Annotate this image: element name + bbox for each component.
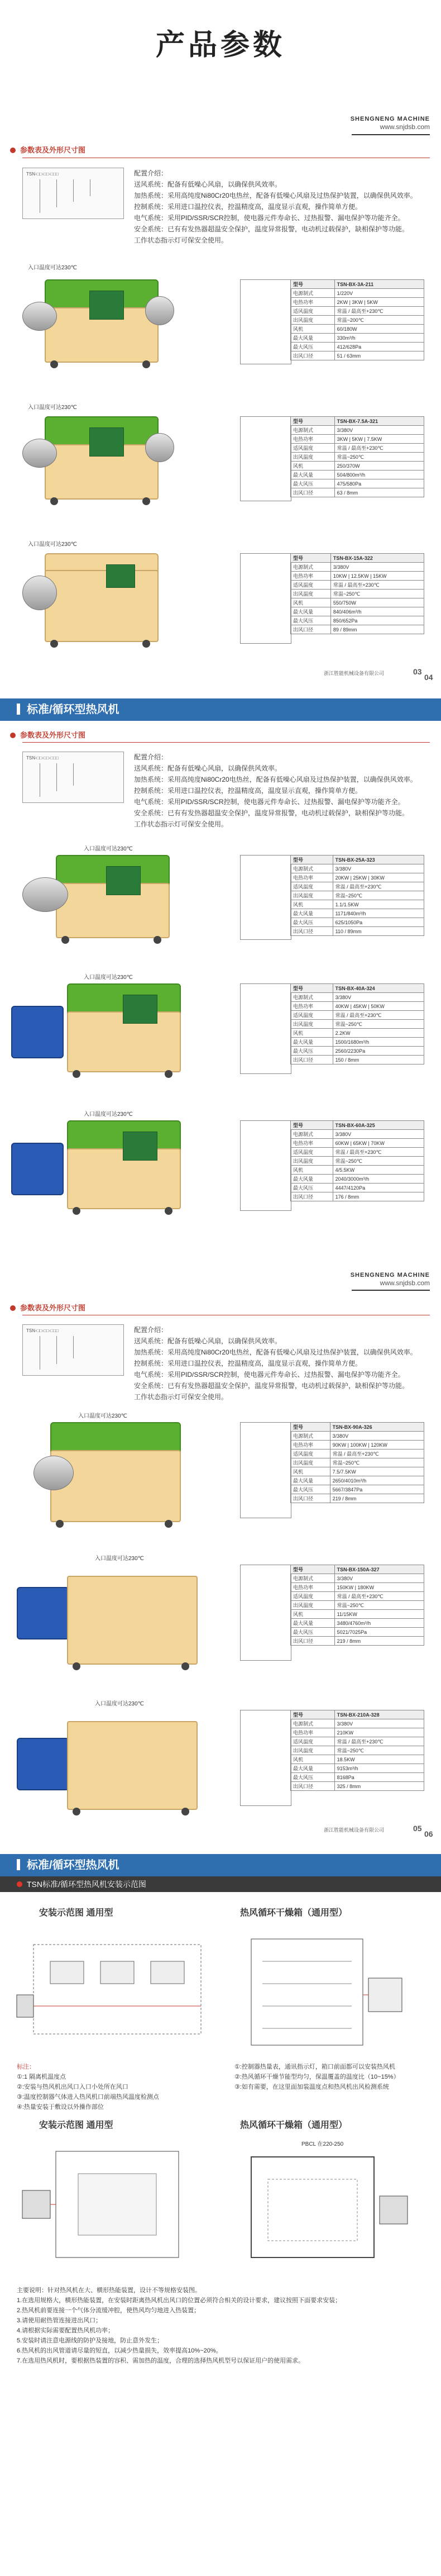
- text-models-page1-0-press: 412/628Pa: [334, 343, 424, 351]
- text-models-page2-1-power: 3/380V: [333, 993, 424, 1002]
- text-models-page1-0-model: TSN-BX-3A-211: [334, 280, 424, 289]
- text-models-page2-0-temp: 常温 / 最高至+230℃: [333, 882, 424, 891]
- text-models-page3-2-out: 常温~250℃: [334, 1746, 424, 1755]
- text-desc-series1-1: 送风系统：配备有低噪心风扇，以确保供风效率。: [134, 764, 282, 772]
- text-models-page3-0-heat: 90KW | 100KW | 120KW: [330, 1441, 424, 1449]
- section-divider: [22, 742, 430, 743]
- text-models-page1-0-out: 常温~200℃: [334, 316, 424, 325]
- text-models-page2-0-out: 常温~250℃: [333, 891, 424, 900]
- text-desc-series1-2: 加热系统：采用高纯度Ni80Cr20电热丝，配备有低噪心风扇及过热保护装置，以确保供风效率。: [134, 1348, 417, 1356]
- text-models-page2-0-power: 3/380V: [333, 864, 424, 873]
- text-models-page2-0-dia: 110 / 89mm: [333, 927, 424, 936]
- text-models-page2-1-dia: 150 / 8mm: [333, 1056, 424, 1064]
- text-models-page2-2-model: TSN-BX-60A-325: [333, 1121, 424, 1130]
- text-spec-row-labels-2: 适风温度: [291, 581, 331, 590]
- dimension-drawing: [240, 1565, 291, 1661]
- text-desc-series1-1: 送风系统：配备有低噪心风扇，以确保供风效率。: [134, 1337, 282, 1345]
- page-number: 06: [424, 1829, 433, 1838]
- spec-cell: 型号: [291, 1121, 333, 1130]
- text-install-notes-bottom-5: 5.安装时请注意电源线的防护及接地，防止意外发生；: [17, 2337, 164, 2344]
- text-desc-series1-0: 配置介绍：: [134, 1326, 168, 1334]
- text-install-banner: 标准/循环型热风机: [27, 1859, 119, 1871]
- text-install-notes-left-1: ②:安装与热风机出风口入口小处所在风口: [17, 2084, 128, 2090]
- text-banner-standard: 标准/循环型热风机: [27, 704, 119, 716]
- install-diagram-4: [229, 2135, 430, 2274]
- text-models-page2-2-heat: 60KW | 65KW | 70KW: [333, 1139, 424, 1148]
- text-spec-row-labels-6: 最大风压: [291, 343, 335, 351]
- text-models-page3-1-flow: 3480/4760m³/h: [334, 1619, 424, 1628]
- text-install-notes-left-0: ①:1 隔离机温度点: [17, 2074, 66, 2080]
- text-desc-series1-0: 配置介绍：: [134, 169, 168, 177]
- text-models-page3-2-flow: 9153m³/h: [334, 1764, 424, 1773]
- text-spec-row-labels-7: 出风口径: [291, 1056, 333, 1064]
- section-banner: [0, 1854, 441, 1876]
- inlet-temp-label: 入口温度可达230℃: [28, 265, 77, 271]
- spec-cell: 型号: [291, 417, 335, 426]
- spec-table: [290, 279, 424, 360]
- text-spec-row-labels-7: 出风口径: [291, 351, 335, 360]
- spec-table: [290, 855, 424, 936]
- text-install-notes-right-1: ②:热风循环干燥节能型均匀，保温覆盖的温度比（10~15%）: [234, 2074, 400, 2080]
- inlet-temp-label: 入口温度可达230℃: [78, 1413, 127, 1419]
- text-spec-row-labels-4: 风机: [291, 598, 331, 607]
- text-spec-row-labels-0: 电源制式: [291, 289, 335, 298]
- text-models-page2-0-model: TSN-BX-25A-323: [333, 856, 424, 864]
- dimension-drawing: [240, 416, 291, 501]
- text-models-page1-2-heat: 10KW | 12.5KW | 15KW: [330, 572, 424, 581]
- text-spec-row-labels-1: 电热功率: [291, 1728, 335, 1737]
- text-models-page2-2-fan: 4/5.5KW: [333, 1166, 424, 1175]
- text-spec-row-labels-7: 出风口径: [291, 488, 335, 497]
- text-spec-row-labels-0: 电源制式: [291, 1719, 335, 1728]
- bullet-icon: [17, 1881, 22, 1887]
- text-spec-row-labels-3: 出风温度: [291, 316, 335, 325]
- brand-divider: [352, 1290, 430, 1291]
- text-models-page2-2-flow: 2040/3000m³/h: [333, 1175, 424, 1184]
- text-models-page1-2-flow: 840/406m³/h: [330, 607, 424, 616]
- text-models-page3-0-press: 5667/3847Pa: [330, 1485, 424, 1494]
- text-desc-series1-6: 工作状态指示灯可保安全使用。: [134, 820, 228, 828]
- text-models-page3-1-dia: 219 / 8mm: [334, 1637, 424, 1646]
- inlet-temp-label: 入口温度可达230℃: [28, 541, 77, 548]
- text-install-note-title: 标注：: [17, 2064, 35, 2070]
- text-spec-row-labels-3: 出风温度: [291, 453, 335, 462]
- text-spec-row-labels-4: 风机: [291, 1755, 335, 1764]
- install-diagram-3: [11, 2135, 218, 2274]
- text-spec-row-labels-5: 最大风量: [291, 1764, 335, 1773]
- text-models-page1-1-dia: 63 / 8mm: [334, 488, 424, 497]
- text-spec-row-labels-2: 适风温度: [291, 1592, 335, 1601]
- text-models-page3-1-model: TSN-BX-150A-327: [334, 1565, 424, 1574]
- dimension-drawing: [240, 855, 291, 940]
- text-models-page3-1-out: 常温~250℃: [334, 1601, 424, 1610]
- text-spec-row-labels-1: 电热功率: [291, 1583, 335, 1592]
- dimension-drawing: [240, 983, 291, 1074]
- text-spec-row-labels-6: 最大风压: [291, 1047, 333, 1056]
- text-spec-row-labels-6: 最大风压: [291, 616, 331, 625]
- text-install-notes-bottom-0: 主要说明：针对热风机在大、横形热能装置，设计不等规格安装图。: [17, 2287, 201, 2294]
- text-spec-row-labels-2: 适风温度: [291, 1449, 330, 1458]
- text-spec-row-labels-5: 最大风量: [291, 1175, 333, 1184]
- text-spec-row-labels-1: 电热功率: [291, 435, 335, 444]
- text-models-page2-0-fan: 1.1/1.5KW: [333, 900, 424, 909]
- text-models-page2-1-model: TSN-BX-40A-324: [333, 984, 424, 993]
- dimension-drawing: [240, 279, 291, 364]
- text-desc-series1-4: 电气系统：采用PID/SSR/SCR控制，使电器元件寿命长、过热报警、漏电保护等功能齐全。: [134, 798, 405, 806]
- text-spec-row-labels-4: 风机: [291, 1610, 335, 1619]
- text-spec-row-labels-4: 风机: [291, 1029, 333, 1038]
- text-spec-row-labels-5: 最大风量: [291, 607, 331, 616]
- text-spec-row-labels-3: 出风温度: [291, 891, 333, 900]
- text-models-page3-2-temp: 常温 / 最高至+230℃: [334, 1737, 424, 1746]
- text-models-page3-1-fan: 11/15KW: [334, 1610, 424, 1619]
- text-install-notes-bottom-2: 2.热风机前要连接一个气体分流缓冲腔，使热风均匀地进入热装置；: [17, 2307, 200, 2314]
- notes-right: [234, 2062, 400, 2092]
- text-spec-row-labels-1: 电热功率: [291, 1002, 333, 1011]
- install-diagram-1: [11, 1922, 218, 2056]
- text-spec-row-labels-0: 电源制式: [291, 993, 333, 1002]
- text-spec-row-labels-1: 电热功率: [291, 873, 333, 882]
- text-models-page2-0-flow: 1171/840m³/h: [333, 909, 424, 918]
- text-models-page2-2-power: 3/380V: [333, 1130, 424, 1139]
- text-spec-row-labels-0: 电源制式: [291, 1574, 335, 1583]
- footer-company: 浙江胜能机械设备有限公司: [324, 671, 385, 676]
- text-desc-series1-3: 控制系统：采用进口温控仪表，控温精度高，温度显示直观，操作简单方便。: [134, 203, 362, 211]
- spec-cell: 型号: [291, 1423, 330, 1432]
- text-models-page1-0-flow: 330m³/h: [334, 334, 424, 343]
- text-spec-row-labels-4: 风机: [291, 462, 335, 470]
- text-models-page3-0-temp: 常温 / 最高至+230℃: [330, 1449, 424, 1458]
- text-install-notes-bottom-1: 1.在选用规格大，横形热能装置，在安装时距离热风机出风口的位置必须符合相关的设计要求，建议按照下面要求安装；: [17, 2297, 342, 2304]
- text-models-page3-1-heat: 150KW | 180KW: [334, 1583, 424, 1592]
- text-install-sub: TSN标准/循环型热风机安装示范图: [27, 1880, 146, 1889]
- page-number: 04: [424, 673, 433, 682]
- text-spec-row-labels-3: 出风温度: [291, 590, 331, 598]
- dimension-drawing: [240, 1120, 291, 1211]
- brand-url: www.snjdsb.com: [380, 123, 430, 131]
- heater-machine-image: [11, 1120, 190, 1215]
- model-code-schematic: TSN-□□-□□-□□□: [22, 752, 124, 803]
- text-spec-row-labels-2: 适风温度: [291, 882, 333, 891]
- text-models-page1-1-heat: 3KW | 5KW | 7.5KW: [334, 435, 424, 444]
- text-spec-row-labels-5: 最大风量: [291, 1476, 330, 1485]
- text-models-page3-0-dia: 219 / 8mm: [330, 1494, 424, 1503]
- text-spec-row-labels-7: 出风口径: [291, 927, 333, 936]
- spec-cell: 型号: [291, 1710, 335, 1719]
- heater-machine-image: [11, 983, 190, 1078]
- brand-block: [351, 115, 430, 131]
- text-section-params: 参数表及外形尺寸图: [20, 731, 86, 739]
- text-desc-series1-4: 电气系统：采用PID/SSR/SCR控制，使电器元件寿命长、过热报警、漏电保护等功能齐全。: [134, 214, 405, 222]
- config-description: [134, 752, 424, 830]
- text-models-page3-0-power: 3/380V: [330, 1432, 424, 1441]
- text-spec-row-labels-0: 电源制式: [291, 563, 331, 572]
- text-spec-row-labels-4: 风机: [291, 1467, 330, 1476]
- text-spec-row-labels-4: 风机: [291, 900, 333, 909]
- text-desc-series1-0: 配置介绍：: [134, 753, 168, 761]
- square-icon: [17, 1859, 20, 1870]
- text-models-page3-0-flow: 2650/4010m³/h: [330, 1476, 424, 1485]
- text-spec-row-labels-5: 最大风量: [291, 909, 333, 918]
- install-subbanner: [0, 1876, 441, 1892]
- text-spec-row-labels-1: 电热功率: [291, 572, 331, 581]
- text-install-notes-right-2: ③:如有需要，在这里面加装温度点和热风机出风检测系统: [234, 2084, 389, 2090]
- text-spec-row-labels-6: 最大风压: [291, 479, 335, 488]
- text-models-page1-0-fan: 60/180W: [334, 325, 424, 334]
- text-spec-row-labels-7: 出风口径: [291, 1494, 330, 1503]
- text-models-page1-1-temp: 常温 / 最高至+230℃: [334, 444, 424, 453]
- spec-table: [290, 1710, 424, 1791]
- footer-company: 浙江胜能机械设备有限公司: [324, 1827, 385, 1833]
- brand-name: SHENGNENG MACHINE: [350, 116, 430, 122]
- text-section-params: 参数表及外形尺寸图: [20, 1304, 86, 1312]
- text-models-page2-0-press: 625/1050Pa: [333, 918, 424, 927]
- install-diagram-2: [229, 1922, 430, 2056]
- inlet-temp-label: 入口温度可达230℃: [95, 1556, 144, 1562]
- text-models-page1-2-power: 3/380V: [330, 563, 424, 572]
- spec-cell: 型号: [291, 1565, 335, 1574]
- brand-block: [351, 1271, 430, 1287]
- text-models-page1-0-temp: 常温 / 最高至+230℃: [334, 307, 424, 316]
- text-install-notes-bottom-6: 6.热风机的出风管道请尽量的短直，以减少热量损失，效率提高10%~20%。: [17, 2347, 222, 2354]
- model-code-schematic: TSN-□□-□□-□□□: [22, 168, 124, 219]
- text-desc-series1-1: 送风系统：配备有低噪心风扇，以确保供风效率。: [134, 180, 282, 188]
- model-code-schematic: TSN-□□-□□-□□□: [22, 1324, 124, 1376]
- text-spec-row-labels-1: 电热功率: [291, 1441, 330, 1449]
- text-models-page2-1-heat: 40KW | 45KW | 50KW: [333, 1002, 424, 1011]
- text-models-page1-0-power: 1/220V: [334, 289, 424, 298]
- inlet-temp-label: 入口温度可达230℃: [84, 846, 133, 852]
- text-install-notes-bottom-3: 3.请使用耐热管连接进出风口；: [17, 2317, 102, 2324]
- text-spec-row-labels-2: 适风温度: [291, 1737, 335, 1746]
- text-spec-row-labels-7: 出风口径: [291, 1782, 335, 1791]
- diagram-title: 安装示范图 通用型: [39, 2121, 113, 2130]
- inlet-temp-label: 入口温度可达230℃: [28, 405, 77, 411]
- text-install-notes-left-3: ④:热量安装于敷设以外操作部位: [17, 2104, 104, 2111]
- text-desc-series1-2: 加热系统：采用高纯度Ni80Cr20电热丝，配备有低噪心风扇及过热保护装置，以确保供风效率。: [134, 192, 417, 199]
- inlet-temp-label: 入口温度可达230℃: [84, 975, 133, 981]
- heater-machine-image: [17, 1565, 201, 1671]
- text-models-page2-0-heat: 20KW | 25KW | 30KW: [333, 873, 424, 882]
- spec-table: [290, 1565, 424, 1646]
- text-desc-series1-3: 控制系统：采用进口温控仪表，控温精度高，温度显示直观，操作简单方便。: [134, 1360, 362, 1367]
- diagram-title: 热风循环干燥箱（通用型）: [240, 2121, 348, 2130]
- text-models-page2-2-press: 4447/4120Pa: [333, 1184, 424, 1192]
- text-spec-row-labels-5: 最大风量: [291, 334, 335, 343]
- text-models-page1-0-heat: 2KW | 3KW | 5KW: [334, 298, 424, 307]
- text-spec-row-labels-3: 出风温度: [291, 1458, 330, 1467]
- page-number: 05: [413, 1824, 422, 1833]
- text-spec-row-labels-0: 电源制式: [291, 864, 333, 873]
- text-models-page3-2-press: 8168Pa: [334, 1773, 424, 1782]
- text-spec-row-labels-6: 最大风压: [291, 1184, 333, 1192]
- text-models-page2-1-flow: 1500/1680m³/h: [333, 1038, 424, 1047]
- bullet-icon: [10, 148, 16, 153]
- text-desc-series1-6: 工作状态指示灯可保安全使用。: [134, 1393, 228, 1401]
- heater-machine-image: [22, 279, 179, 369]
- brand-divider: [352, 134, 430, 135]
- text-spec-row-labels-3: 出风温度: [291, 1020, 333, 1029]
- text-desc-series1-3: 控制系统：采用进口温控仪表，控温精度高，温度显示直观，操作简单方便。: [134, 787, 362, 795]
- spec-table: [290, 553, 424, 634]
- text-models-page1-2-out: 常温~250℃: [330, 590, 424, 598]
- text-install-notes-bottom-7: 7.在选用热风机时，要根据热装置的容积、需加热的温度，合理的选择热风机型号以保证用户的使用需求。: [17, 2358, 305, 2364]
- heater-machine-image: [33, 1422, 201, 1528]
- section-header: [10, 144, 85, 155]
- text-spec-row-labels-3: 出风温度: [291, 1746, 335, 1755]
- inlet-temp-label: 入口温度可达230℃: [84, 1111, 133, 1118]
- config-description: [134, 1324, 424, 1403]
- text-install-notes-bottom-4: 4.请根据实际需要配置热风机功率；: [17, 2327, 114, 2334]
- text-desc-series1-5: 安全系统：已有有发热器超温安全保护，温度异常报警，电动机过载保护，缺相保护等功能。: [134, 225, 409, 233]
- text-spec-row-labels-5: 最大风量: [291, 470, 335, 479]
- text-models-page1-2-press: 850/652Pa: [330, 616, 424, 625]
- square-icon: [17, 704, 20, 715]
- text-spec-row-labels-4: 风机: [291, 1166, 333, 1175]
- spec-table: [290, 1120, 424, 1201]
- notes-bottom: [17, 2285, 341, 2366]
- inlet-temp-label: 入口温度可达230℃: [95, 1701, 144, 1707]
- text-spec-row-labels-0: 电源制式: [291, 1130, 333, 1139]
- text-models-page2-1-press: 2560/2230Pa: [333, 1047, 424, 1056]
- text-models-page1-1-press: 475/580Pa: [334, 479, 424, 488]
- text-models-page3-0-fan: 7.5/7.5KW: [330, 1467, 424, 1476]
- section-header: [10, 1302, 85, 1313]
- text-install-notes-left-2: ③:温度控制器气体进入热风机口前端热风温度检测点: [17, 2094, 159, 2100]
- dimension-drawing: [240, 1710, 291, 1806]
- section-header-label: 参数表及外形尺寸图: [20, 146, 86, 154]
- text-models-page1-1-fan: 250/370W: [334, 462, 424, 470]
- page-title: 产品参数: [155, 28, 285, 62]
- bullet-icon: [10, 733, 16, 738]
- spec-table: [290, 1422, 424, 1503]
- text-models-page3-2-model: TSN-BX-210A-328: [334, 1710, 424, 1719]
- diagram-title: 热风循环干燥箱（通用型）: [240, 1908, 348, 1918]
- text-spec-row-labels-3: 出风温度: [291, 1601, 335, 1610]
- text-spec-row-labels-1: 电热功率: [291, 1139, 333, 1148]
- text-spec-row-labels-7: 出风口径: [291, 1637, 335, 1646]
- text-models-page1-1-out: 常温~250℃: [334, 453, 424, 462]
- text-spec-row-labels-5: 最大风量: [291, 1619, 335, 1628]
- spec-cell: 型号: [291, 984, 333, 993]
- text-spec-row-labels-2: 适风温度: [291, 1011, 333, 1020]
- text-models-page1-0-dia: 51 / 63mm: [334, 351, 424, 360]
- text-spec-row-labels-3: 出风温度: [291, 1157, 333, 1166]
- text-brand-url: www.snjdsb.com: [380, 1279, 430, 1287]
- dimension-drawing: [240, 553, 291, 644]
- heater-machine-image: [22, 416, 179, 506]
- text-models-page2-1-temp: 常温 / 最高至+230℃: [333, 1011, 424, 1020]
- text-desc-series1-4: 电气系统：采用PID/SSR/SCR控制，使电器元件寿命长、过热报警、漏电保护等功能齐全。: [134, 1371, 405, 1379]
- text-desc-series1-5: 安全系统：已有有发热器超温安全保护，温度异常报警，电动机过载保护，缺相保护等功能。: [134, 1382, 409, 1390]
- section-header: [10, 729, 85, 740]
- text-models-page2-1-out: 常温~250℃: [333, 1020, 424, 1029]
- text-models-page1-1-model: TSN-BX-7.5A-321: [334, 417, 424, 426]
- spec-table: [290, 983, 424, 1064]
- text-spec-row-labels-2: 适风温度: [291, 1148, 333, 1157]
- text-spec-row-labels-6: 最大风压: [291, 1628, 335, 1637]
- text-brand-name: SHENGNENG MACHINE: [350, 1272, 430, 1279]
- text-spec-row-labels-6: 最大风压: [291, 918, 333, 927]
- text-models-page2-1-fan: 2.2KW: [333, 1029, 424, 1038]
- page-number: 03: [413, 667, 422, 676]
- spec-cell: 型号: [291, 280, 335, 289]
- text-spec-row-labels-2: 适风温度: [291, 307, 335, 316]
- text-spec-row-labels-5: 最大风量: [291, 1038, 333, 1047]
- text-desc-series1-2: 加热系统：采用高纯度Ni80Cr20电热丝，配备有低噪心风扇及过热保护装置，以确保供风效率。: [134, 776, 417, 783]
- text-spec-row-labels-1: 电热功率: [291, 298, 335, 307]
- text-models-page1-1-power: 3/380V: [334, 426, 424, 435]
- text-models-page3-1-temp: 常温 / 最高至+230℃: [334, 1592, 424, 1601]
- section-banner: [0, 698, 441, 721]
- text-models-page1-2-model: TSN-BX-15A-322: [330, 554, 424, 563]
- text-spec-row-labels-7: 出风口径: [291, 625, 331, 634]
- text-models-page2-2-out: 常温~250℃: [333, 1157, 424, 1166]
- heater-machine-image: [22, 855, 179, 944]
- text-spec-row-labels-2: 适风温度: [291, 444, 335, 453]
- diagram-label: PBCL 在220-250: [301, 2141, 344, 2147]
- text-install-notes-right-0: ①:控制器热量表，通讯指示灯，箱口前面都可以安装热风机: [234, 2064, 395, 2070]
- spec-cell: 型号: [291, 856, 333, 864]
- spec-table: [290, 416, 424, 497]
- text-models-page1-2-dia: 89 / 89mm: [330, 625, 424, 634]
- diagram-title: 安装示范图 通用型: [39, 1908, 113, 1918]
- text-models-page3-0-model: TSN-BX-90A-326: [330, 1423, 424, 1432]
- text-spec-row-labels-6: 最大风压: [291, 1773, 335, 1782]
- heater-machine-image: [22, 553, 179, 648]
- spec-cell: 型号: [291, 554, 331, 563]
- text-models-page1-2-temp: 常温 / 最高至+230℃: [330, 581, 424, 590]
- text-spec-row-labels-0: 电源制式: [291, 1432, 330, 1441]
- text-desc-series1-5: 安全系统：已有有发热器超温安全保护，温度异常报警，电动机过载保护，缺相保护等功能。: [134, 809, 409, 817]
- text-models-page1-2-fan: 550/750W: [330, 598, 424, 607]
- text-models-page3-2-fan: 18.5KW: [334, 1755, 424, 1764]
- bullet-icon: [10, 1305, 16, 1311]
- text-desc-series1-6: 工作状态指示灯可保安全使用。: [134, 236, 228, 244]
- text-models-page3-2-dia: 325 / 8mm: [334, 1782, 424, 1791]
- config-description: [134, 168, 424, 246]
- text-models-page2-2-temp: 常温 / 最高至+230℃: [333, 1148, 424, 1157]
- text-models-page3-1-press: 5021/7025Pa: [334, 1628, 424, 1637]
- text-spec-row-labels-0: 电源制式: [291, 426, 335, 435]
- text-models-page2-2-dia: 176 / 8mm: [333, 1192, 424, 1201]
- text-models-page3-1-power: 3/380V: [334, 1574, 424, 1583]
- text-spec-row-labels-6: 最大风压: [291, 1485, 330, 1494]
- dimension-drawing: [240, 1422, 291, 1518]
- text-models-page1-1-flow: 504/800m³/h: [334, 470, 424, 479]
- text-spec-row-labels-7: 出风口径: [291, 1192, 333, 1201]
- notes-left: [17, 2062, 159, 2112]
- text-models-page3-2-heat: 210KW: [334, 1728, 424, 1737]
- text-models-page3-0-out: 常温~250℃: [330, 1458, 424, 1467]
- heater-machine-image: [17, 1710, 201, 1816]
- text-models-page3-2-power: 3/380V: [334, 1719, 424, 1728]
- text-spec-row-labels-4: 风机: [291, 325, 335, 334]
